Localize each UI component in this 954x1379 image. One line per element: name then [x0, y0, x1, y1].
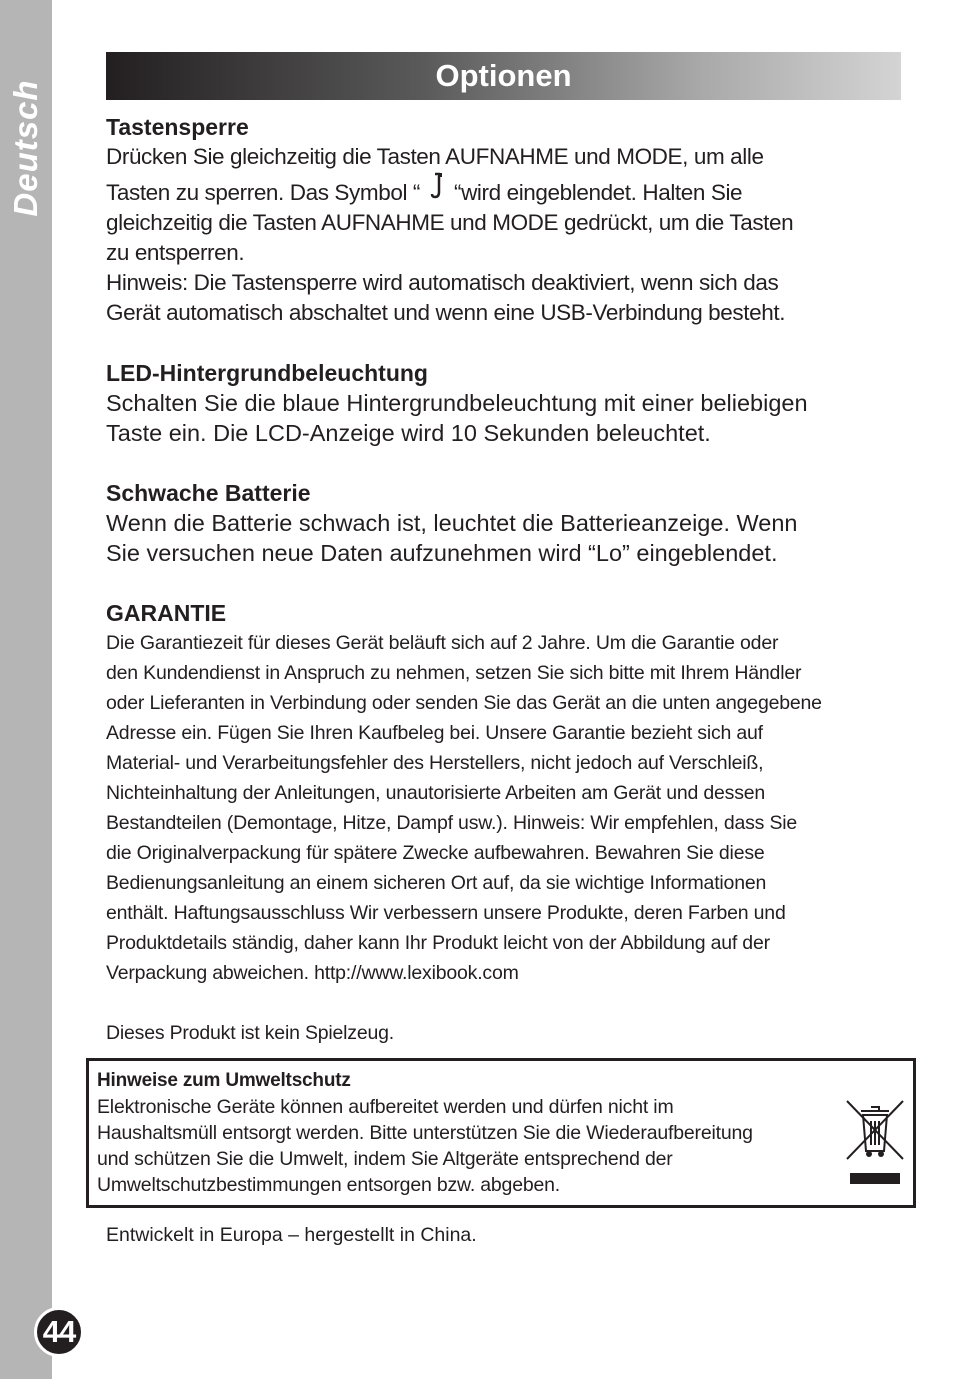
paragraph-line: Die Garantiezeit für dieses Gerät beläuft sich auf 2 Jahre. Um die Garantie oder [106, 632, 779, 654]
paragraph-line: gleichzeitig die Tasten AUFNAHME und MODE gedrückt, um die Tasten [106, 210, 794, 235]
paragraph-line: Produktdetails ständig, daher kann Ihr Produkt leicht von der Abbildung auf der [106, 932, 770, 954]
paragraph-line: Gerät automatisch abschaltet und wenn eine USB-Verbindung besteht. [106, 300, 786, 325]
section-batterie [106, 478, 906, 568]
environment-line: Elektronische Geräte können aufbereitet werden und dürfen nicht im [97, 1096, 674, 1118]
paragraph-line: Schalten Sie die blaue Hintergrundbeleuchtung mit einer beliebigen [106, 390, 808, 416]
paragraph-line: Drücken Sie gleichzeitig die Tasten AUFNAHME und MODE, um alle [106, 144, 764, 169]
page-number: 44 [34, 1307, 84, 1357]
environment-line: Haushaltsmüll entsorgt werden. Bitte unterstützen Sie die Wiederaufbereitung [97, 1122, 753, 1144]
environment-notice-box [86, 1058, 916, 1208]
paragraph-line: Sie versuchen neue Daten aufzunehmen wird “Lo” eingeblendet. [106, 540, 778, 566]
section-heading: Tastensperre [106, 114, 249, 140]
environment-line: und schützen Sie die Umwelt, indem Sie Altgeräte entsprechend der [97, 1148, 673, 1170]
section-tastensperre [106, 112, 906, 328]
crossed-out-bin-icon [845, 1097, 905, 1187]
page-title: Optionen [435, 58, 572, 93]
paragraph-line: Hinweis: Die Tastensperre wird automatisch deaktiviert, wenn sich das [106, 270, 779, 295]
main-content [106, 112, 906, 1048]
section-heading: Schwache Batterie [106, 480, 311, 506]
paragraph-fragment: “wird eingeblendet. Halten Sie [453, 180, 743, 205]
toy-disclaimer: Dieses Produkt ist kein Spielzeug. [106, 1022, 395, 1044]
paragraph-line: Verpackung abweichen. http://www.lexibook.com [106, 962, 519, 984]
section-heading: GARANTIE [106, 600, 227, 626]
language-label: Deutsch [7, 79, 44, 217]
paragraph-line: zu entsperren. [106, 240, 245, 265]
paragraph-line: Bedienungsanleitung an einem sicheren Ort auf, da sie wichtige Informationen [106, 872, 767, 894]
paragraph-line: Material- und Verarbeitungsfehler des Herstellers, nicht jedoch auf Verschleiß, [106, 752, 764, 774]
page-title-bar [106, 52, 901, 100]
section-led [106, 358, 906, 448]
section-garantie [106, 598, 906, 1048]
language-sidebar [0, 0, 52, 1379]
section-heading: LED-Hintergrundbeleuchtung [106, 360, 428, 386]
environment-line: Umweltschutzbestimmungen entsorgen bzw. abgeben. [97, 1174, 560, 1196]
origin-footer: Entwickelt in Europa – hergestellt in China. [106, 1224, 477, 1246]
paragraph-line: enthält. Haftungsausschluss Wir verbessern unsere Produkte, deren Farben und [106, 902, 786, 924]
paragraph-line: Wenn die Batterie schwach ist, leuchtet die Batterieanzeige. Wenn [106, 510, 798, 536]
paragraph-line: Adresse ein. Fügen Sie Ihren Kaufbeleg bei. Unsere Garantie bezieht sich auf [106, 722, 763, 744]
paragraph-line: oder Lieferanten in Verbindung oder senden Sie das Gerät an die unten angegebene [106, 692, 822, 714]
key-lock-icon [420, 172, 454, 208]
paragraph-line: Taste ein. Die LCD-Anzeige wird 10 Sekunden beleuchtet. [106, 420, 711, 446]
paragraph-line: Bestandteilen (Demontage, Hitze, Dampf usw.). Hinweis: Wir empfehlen, dass Sie [106, 812, 798, 834]
paragraph-line [106, 172, 906, 208]
environment-heading: Hinweise zum Umweltschutz [97, 1070, 351, 1091]
environment-notice-text [97, 1068, 842, 1198]
paragraph-line: den Kundendienst in Anspruch zu nehmen, setzen Sie sich bitte mit Ihrem Händler [106, 662, 802, 684]
paragraph-line: Nichteinhaltung der Anleitungen, unautorisierte Arbeiten am Gerät und dessen [106, 782, 766, 804]
paragraph-fragment: Tasten zu sperren. Das Symbol “ [106, 180, 420, 205]
paragraph-line: die Originalverpackung für spätere Zwecke aufbewahren. Bewahren Sie diese [106, 842, 765, 864]
